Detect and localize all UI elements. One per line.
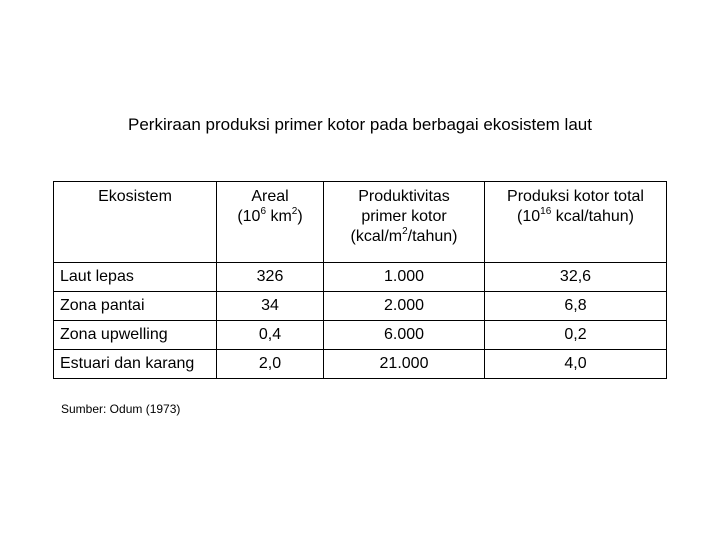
cell-ekosistem: Estuari dan karang — [54, 350, 217, 379]
table-title: Perkiraan produksi primer kotor pada berbagai ekosistem laut — [128, 115, 592, 134]
cell-produktivitas: 1.000 — [324, 263, 485, 292]
header-row — [54, 182, 667, 263]
header-produktivitas: Produktivitas primer kotor $(kcal/m^2/tahun)$ — [324, 182, 485, 263]
cell-ekosistem: Zona pantai — [54, 292, 217, 321]
table-row — [54, 321, 667, 350]
cell-ekosistem: Zona upwelling — [54, 321, 217, 350]
cell-produksi: 0,2 — [485, 321, 667, 350]
source-note: Sumber: Odum (1973) — [61, 402, 181, 416]
table-row — [54, 350, 667, 379]
cell-areal: 2,0 — [217, 350, 324, 379]
cell-areal: 326 — [217, 263, 324, 292]
header-ekosistem: Ekosistem — [54, 182, 217, 263]
header-produksi: Produksi kotor total ($10^{16}$ kcal/tahun) — [485, 182, 667, 263]
cell-produksi: 4,0 — [485, 350, 667, 379]
cell-areal: 0,4 — [217, 321, 324, 350]
ecosystem-table — [53, 181, 667, 379]
cell-produktivitas: 2.000 — [324, 292, 485, 321]
cell-produksi: 6,8 — [485, 292, 667, 321]
header-areal: Areal ($10^6$ $km^2$) — [217, 182, 324, 263]
cell-produktivitas: 21.000 — [324, 350, 485, 379]
cell-produksi: 32,6 — [485, 263, 667, 292]
table-row — [54, 292, 667, 321]
cell-ekosistem: Laut lepas — [54, 263, 217, 292]
cell-produktivitas: 6.000 — [324, 321, 485, 350]
table-row — [54, 263, 667, 292]
cell-areal: 34 — [217, 292, 324, 321]
